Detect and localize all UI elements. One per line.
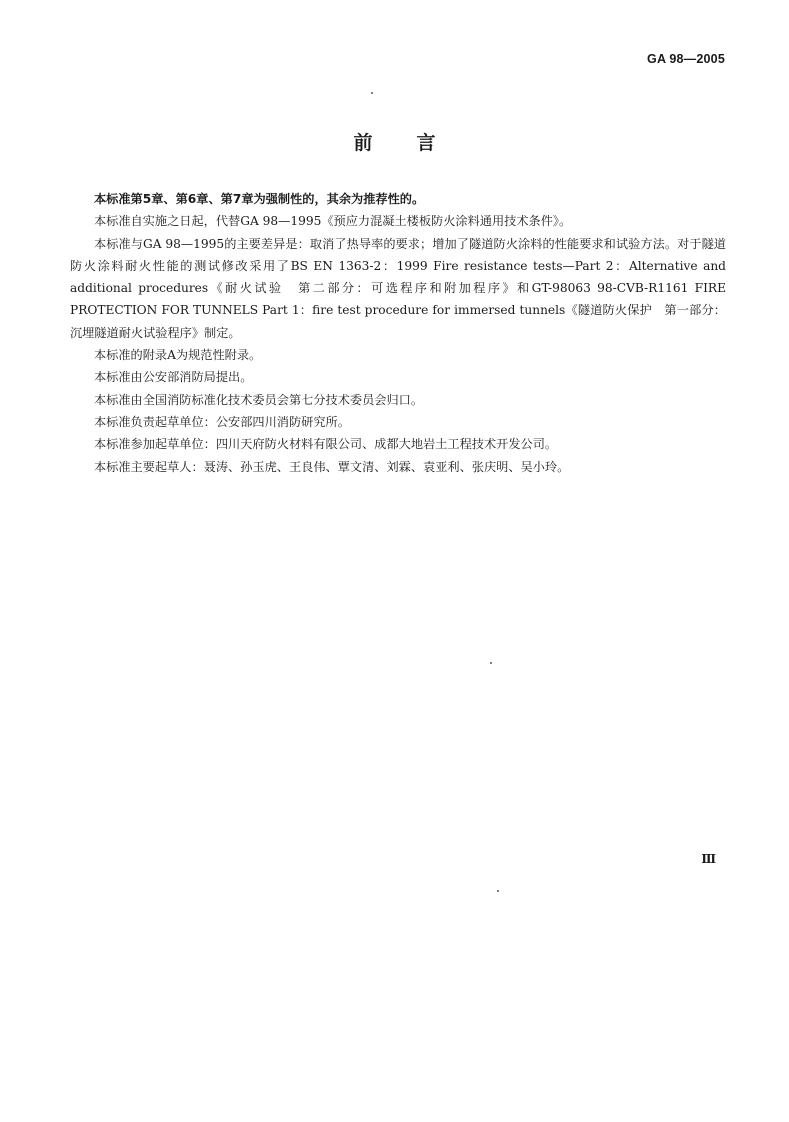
paragraph-mandatory-clauses: 本标准第5章、第6章、第7章为强制性的，其余为推荐性的。 [94, 192, 425, 206]
paragraph-annex: 本标准的附录A为规范性附录。 [94, 348, 262, 363]
paragraph-replaces: 本标准自实施之日起，代替GA 98—1995《预应力混凝土楼板防火涂料通用技术条件》。 [94, 214, 572, 229]
paragraph-participating-units: 本标准参加起草单位：四川天府防火材料有限公司、成都大地岩土工程技术开发公司。 [94, 437, 558, 452]
standard-number: GA 98—2005 [647, 52, 725, 66]
paragraph-drafters: 本标准主要起草人：聂涛、孙玉虎、王良伟、覃文清、刘霖、袁亚利、张庆明、吴小玲。 [94, 459, 570, 474]
paragraph-differences: 本标准与GA 98—1995的主要差异是：取消了热导率的要求；增加了隧道防火涂料的性能要求和试验方法。对于隧道防火涂料耐火性能的测试修改采用了BS EN 1363-2：1999 Fire resistance tests—Part 2：Alternative and additional procedures《耐火试验 第二部分：可选程序和附加程序》和GT-98063 98-CVB-R1161 FIRE PROTECTION FOR TUNNELS Part 1：fire test procedure for immersed tunnels《隧道防火保护 第一部分：沉埋隧道耐火试验程序》制定。 [70, 236, 726, 340]
scan-speck [371, 92, 373, 94]
foreword-body [70, 188, 726, 478]
page-title: 前言 [353, 132, 480, 154]
paragraph-drafting-unit: 本标准负责起草单位：公安部四川消防研究所。 [94, 414, 350, 429]
page-number: Ⅲ [701, 852, 715, 866]
paragraph-proposed-by: 本标准由公安部消防局提出。 [94, 370, 253, 385]
paragraph-managed-by: 本标准由全国消防标准化技术委员会第七分技术委员会归口。 [94, 392, 424, 407]
scan-speck [490, 662, 492, 664]
scan-speck [497, 890, 499, 892]
